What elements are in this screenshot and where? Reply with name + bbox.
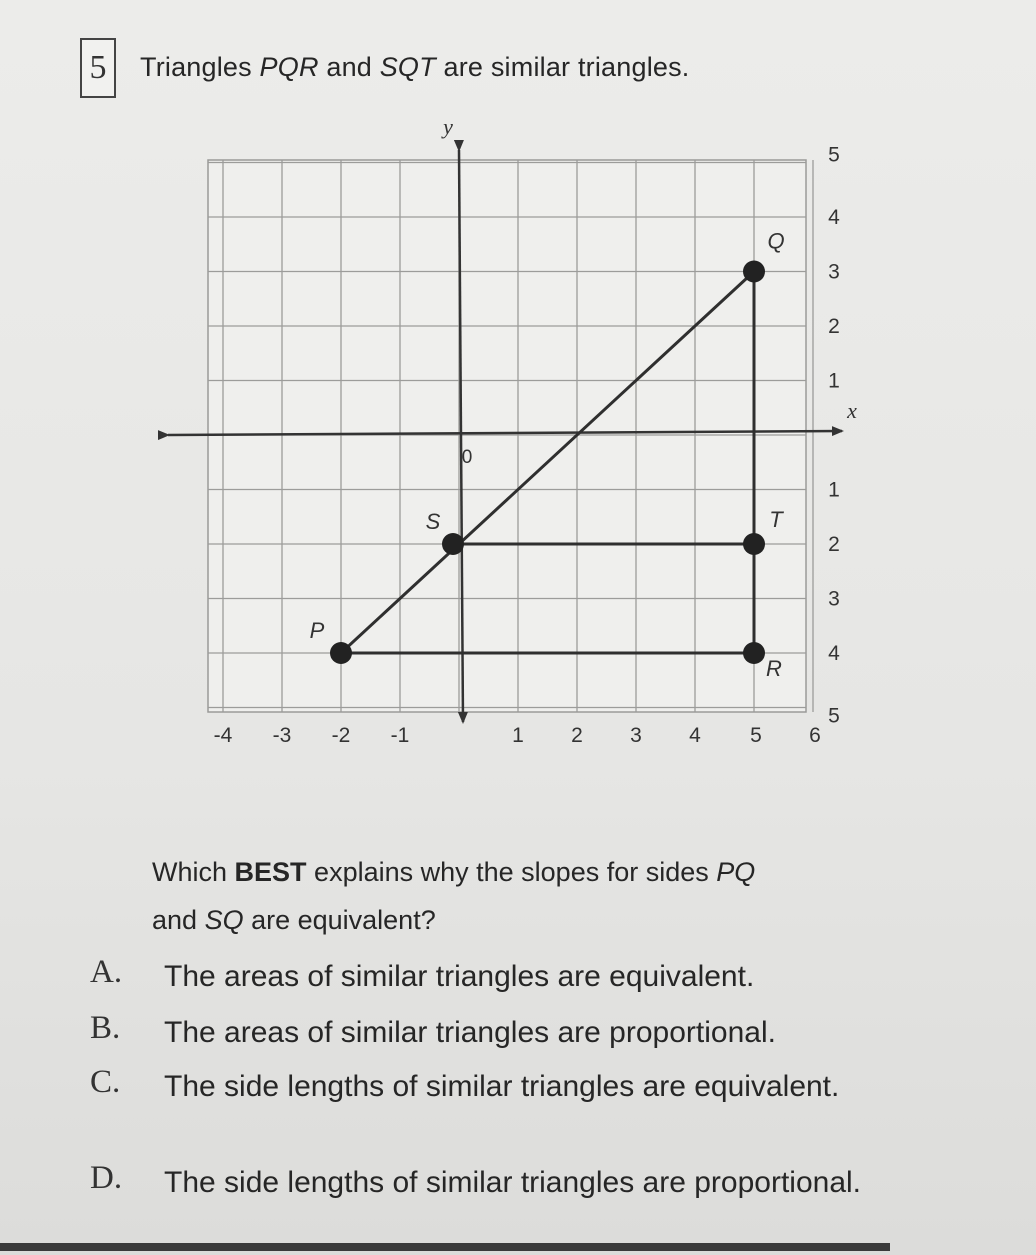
x-tick-label: -2 bbox=[331, 724, 351, 747]
grid-frame bbox=[208, 160, 806, 712]
title-part: SQT bbox=[379, 52, 436, 82]
point-label-t: T bbox=[769, 507, 783, 532]
origin-label: 0 bbox=[461, 447, 473, 468]
choice-letter: C. bbox=[90, 1064, 121, 1100]
x-tick-label: 2 bbox=[571, 724, 583, 747]
choice-text: The side lengths of similar triangles are proportional. bbox=[164, 1166, 862, 1199]
x-tick-label: 1 bbox=[512, 724, 524, 747]
choice-text: The side lengths of similar triangles are equivalent. bbox=[164, 1070, 840, 1103]
y-tick-label: 1 bbox=[828, 369, 840, 393]
choice-letter: A. bbox=[90, 954, 123, 990]
point-t bbox=[743, 533, 765, 555]
title-part: PQR bbox=[259, 52, 319, 82]
choice-text: The areas of similar triangles are equivalent. bbox=[164, 960, 755, 993]
point-label-s: S bbox=[425, 509, 441, 534]
title-part: are similar triangles. bbox=[435, 52, 690, 82]
point-label-q: Q bbox=[767, 228, 785, 254]
y-tick-label: 5 bbox=[828, 704, 840, 728]
point-s bbox=[442, 533, 464, 555]
bottom-rule bbox=[0, 1243, 890, 1251]
prompt-part: SQ bbox=[204, 905, 244, 935]
question-number: 5 bbox=[80, 38, 116, 98]
y-tick-label: 3 bbox=[828, 260, 840, 284]
title-part: and bbox=[318, 52, 380, 82]
x-tick-label: 6 bbox=[809, 724, 821, 747]
choice-letter: D. bbox=[90, 1160, 123, 1196]
prompt-part: explains why the slopes for sides bbox=[306, 857, 717, 887]
choice-text: The areas of similar triangles are proportional. bbox=[164, 1016, 776, 1049]
y-axis-label: y bbox=[443, 114, 453, 139]
y-tick-label: 1 bbox=[828, 478, 840, 502]
choice-letter: B. bbox=[90, 1010, 121, 1046]
title-part: Triangles bbox=[140, 52, 260, 82]
y-tick-label: 4 bbox=[828, 206, 840, 229]
y-tick-label: 2 bbox=[828, 533, 840, 556]
point-q bbox=[743, 261, 765, 283]
x-tick-label: -4 bbox=[213, 724, 233, 747]
y-tick-label: 5 bbox=[828, 143, 840, 167]
point-label-r: R bbox=[766, 656, 782, 681]
prompt-part: PQ bbox=[716, 857, 756, 887]
point-r bbox=[743, 642, 765, 664]
x-tick-label: 3 bbox=[630, 724, 642, 747]
prompt-part: Which bbox=[152, 857, 235, 887]
x-tick-label: 5 bbox=[750, 724, 762, 747]
question-prompt bbox=[152, 848, 872, 944]
prompt-part: are equivalent? bbox=[243, 905, 436, 935]
x-axis-label: x bbox=[847, 398, 857, 423]
x-tick-label: 4 bbox=[689, 724, 701, 747]
y-tick-label: 2 bbox=[828, 315, 840, 338]
point-label-p: P bbox=[309, 618, 325, 643]
y-tick-label: 3 bbox=[828, 587, 840, 611]
y-tick-label: 4 bbox=[828, 642, 840, 665]
prompt-part: BEST bbox=[234, 857, 307, 887]
x-tick-label: -3 bbox=[272, 724, 292, 747]
point-p bbox=[330, 642, 352, 664]
prompt-part: and bbox=[152, 905, 205, 935]
x-tick-label: -1 bbox=[390, 724, 410, 747]
